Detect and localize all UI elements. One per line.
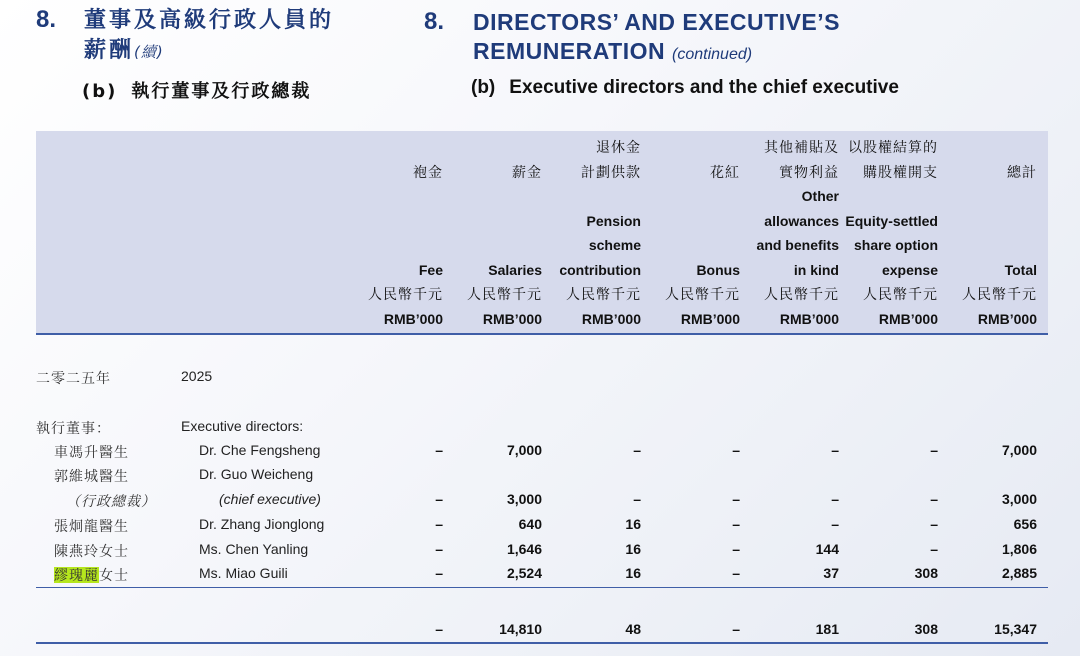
year-row — [36, 368, 1048, 392]
column-header-cn-line2: 購股權開支 — [863, 163, 938, 180]
section-title-cn-line1: 董事及高級行政人員的 — [84, 8, 335, 33]
column-unit-cn: 人民幣千元 — [863, 286, 938, 302]
cell-value: – — [831, 442, 839, 458]
section-title-en-line1: DIRECTORS’ AND EXECUTIVE’S — [473, 9, 841, 35]
column-unit-en: RMB’000 — [779, 310, 839, 327]
column-header-en-line4: Bonus — [696, 261, 740, 278]
cell-value: – — [732, 621, 740, 637]
year-label-en: 2025 — [181, 368, 213, 384]
column-header — [907, 135, 1037, 337]
cell-value: 308 — [914, 621, 938, 637]
column-header-en-line4: Fee — [418, 261, 443, 278]
subsection-text-cn: 執行董事及行政總裁 — [131, 81, 312, 102]
column-unit-cn: 人民幣千元 — [467, 286, 542, 302]
subsection-title-en — [471, 77, 899, 99]
cell-value: – — [435, 541, 443, 557]
column-header-cn-line1: 退休金 — [596, 139, 641, 155]
column-header-en-line2 — [907, 209, 1037, 234]
director-name-en: (chief executive) — [219, 491, 321, 507]
column-header-cn-line2: 實物利益 — [779, 163, 839, 180]
column-unit-cn: 人民幣千元 — [962, 286, 1037, 302]
column-unit-cn: 人民幣千元 — [665, 286, 740, 302]
director-name-cn — [54, 565, 129, 585]
cell-value: – — [732, 565, 740, 581]
cell-value: 7,000 — [1001, 442, 1037, 458]
director-name-en: Dr. Zhang Jionglong — [199, 516, 325, 532]
director-name-cn: 車馮升醫生 — [54, 444, 129, 460]
cell-value: 15,347 — [994, 621, 1037, 637]
table-row — [36, 565, 1048, 589]
subsection-label-en: (b) — [471, 77, 496, 98]
highlighted-text: 繆瑰麗 — [54, 567, 99, 583]
table-row — [36, 491, 1048, 515]
column-unit-en: RMB’000 — [581, 310, 641, 327]
subsection-text-en: Executive directors and the chief executive — [509, 77, 899, 98]
cell-value: 656 — [1013, 516, 1037, 532]
cell-value: – — [732, 491, 740, 507]
column-unit-en: RMB’000 — [383, 310, 443, 327]
section-title-cn — [84, 6, 334, 67]
cell-value: 48 — [625, 621, 641, 637]
table-row — [36, 466, 1048, 490]
cell-value: 1,806 — [1001, 541, 1037, 557]
column-header-cn-line1 — [907, 135, 1037, 160]
subsection-label-cn: (b) — [82, 81, 118, 102]
column-header-en-line4: expense — [881, 261, 938, 278]
director-name-cn: （行政總裁） — [66, 493, 156, 509]
subtotal-rule — [36, 587, 1048, 588]
table-row — [36, 541, 1048, 565]
cell-value: 2,524 — [506, 565, 542, 581]
cell-value: 2,885 — [1001, 565, 1037, 581]
column-header-en-line2: Equity-settled — [845, 212, 938, 229]
cell-value: 3,000 — [506, 491, 542, 507]
cell-value: 181 — [815, 621, 839, 637]
cell-value: 16 — [625, 516, 641, 532]
cell-value: 7,000 — [506, 442, 542, 458]
group-label-en: Executive directors: — [181, 418, 304, 434]
column-header-en-line4: contribution — [559, 261, 641, 278]
column-header-en-line2: allowances — [764, 212, 839, 229]
column-unit-cn: 人民幣千元 — [764, 286, 839, 302]
column-header-cn-line2: 總計 — [1007, 163, 1037, 180]
column-header-en-line1 — [907, 184, 1037, 209]
section-title-cn-line2: 薪酬 — [84, 38, 135, 63]
column-header-en-line3: scheme — [588, 237, 641, 253]
cell-value: – — [435, 442, 443, 458]
director-name-cn: 張炯龍醫生 — [54, 518, 129, 534]
column-header-en-line3 — [907, 233, 1037, 258]
cell-value: 3,000 — [1001, 491, 1037, 507]
section-title-en-line2: REMUNERATION — [473, 38, 666, 64]
column-unit-cn: 人民幣千元 — [368, 286, 443, 302]
section-number-en: 8. — [424, 8, 445, 35]
continued-label-en: (continued) — [672, 46, 753, 63]
cell-value: – — [435, 621, 443, 637]
column-header-cn-line2: 花紅 — [710, 163, 740, 180]
column-header-en-line1: Other — [801, 188, 839, 204]
continued-label-cn: (續) — [134, 43, 164, 61]
cell-value: 37 — [823, 565, 839, 581]
cell-value: – — [732, 541, 740, 557]
column-header-cn-line1: 其他補貼及 — [764, 139, 839, 155]
column-header-en-line3: and benefits — [756, 237, 839, 253]
cell-value: – — [435, 516, 443, 532]
director-name-cn: 陳燕玲女士 — [54, 543, 129, 559]
cell-value: 1,646 — [506, 541, 542, 557]
section-number-cn: 8. — [36, 6, 57, 33]
director-name-en: Ms. Chen Yanling — [199, 541, 309, 557]
subsection-title-cn — [82, 77, 311, 103]
director-title-cn: 女士 — [99, 567, 129, 583]
table-header — [36, 131, 1048, 335]
cell-value: 16 — [625, 565, 641, 581]
cell-value: – — [930, 541, 938, 557]
year-label-cn: 二零二五年 — [36, 370, 111, 386]
group-label-cn: 執行董事： — [36, 420, 111, 436]
column-header-en-line2: Pension — [586, 212, 641, 229]
column-header-en-line4: Salaries — [488, 261, 542, 278]
cell-value: – — [435, 565, 443, 581]
cell-value: – — [831, 516, 839, 532]
section-title-en — [473, 8, 840, 69]
cell-value: – — [930, 491, 938, 507]
cell-value: 16 — [625, 541, 641, 557]
cell-value: – — [831, 491, 839, 507]
column-unit-en: RMB’000 — [878, 310, 938, 327]
column-header-cn-line2: 計劃供款 — [581, 163, 641, 180]
cell-value: 144 — [815, 541, 839, 557]
director-name-en: Dr. Guo Weicheng — [199, 466, 314, 482]
cell-value: – — [633, 442, 641, 458]
column-unit-cn: 人民幣千元 — [566, 286, 641, 302]
column-header-cn-line2: 薪金 — [512, 163, 542, 180]
table-row — [36, 442, 1048, 466]
group-row — [36, 418, 1048, 442]
column-unit-en: RMB’000 — [977, 310, 1037, 327]
cell-value: 308 — [914, 565, 938, 581]
column-header-cn-line2: 袍金 — [413, 163, 443, 180]
column-unit-en: RMB’000 — [482, 310, 542, 327]
cell-value: – — [732, 516, 740, 532]
cell-value: – — [435, 491, 443, 507]
column-header-cn-line1: 以股權結算的 — [848, 139, 938, 155]
column-unit-en: RMB’000 — [680, 310, 740, 327]
column-header-en-line4: in kind — [793, 261, 839, 278]
cell-value: 640 — [518, 516, 542, 532]
director-name-en: Ms. Miao Guili — [199, 565, 288, 581]
table-row — [36, 516, 1048, 540]
cell-value: – — [930, 516, 938, 532]
total-rule — [36, 642, 1048, 644]
cell-value: 14,810 — [499, 621, 542, 637]
director-name-cn: 郭維城醫生 — [54, 468, 129, 484]
cell-value: – — [732, 442, 740, 458]
column-header-en-line4: Total — [1004, 261, 1037, 278]
cell-value: – — [633, 491, 641, 507]
column-header-en-line3: share option — [853, 237, 938, 253]
director-name-en: Dr. Che Fengsheng — [199, 442, 321, 458]
cell-value: – — [930, 442, 938, 458]
